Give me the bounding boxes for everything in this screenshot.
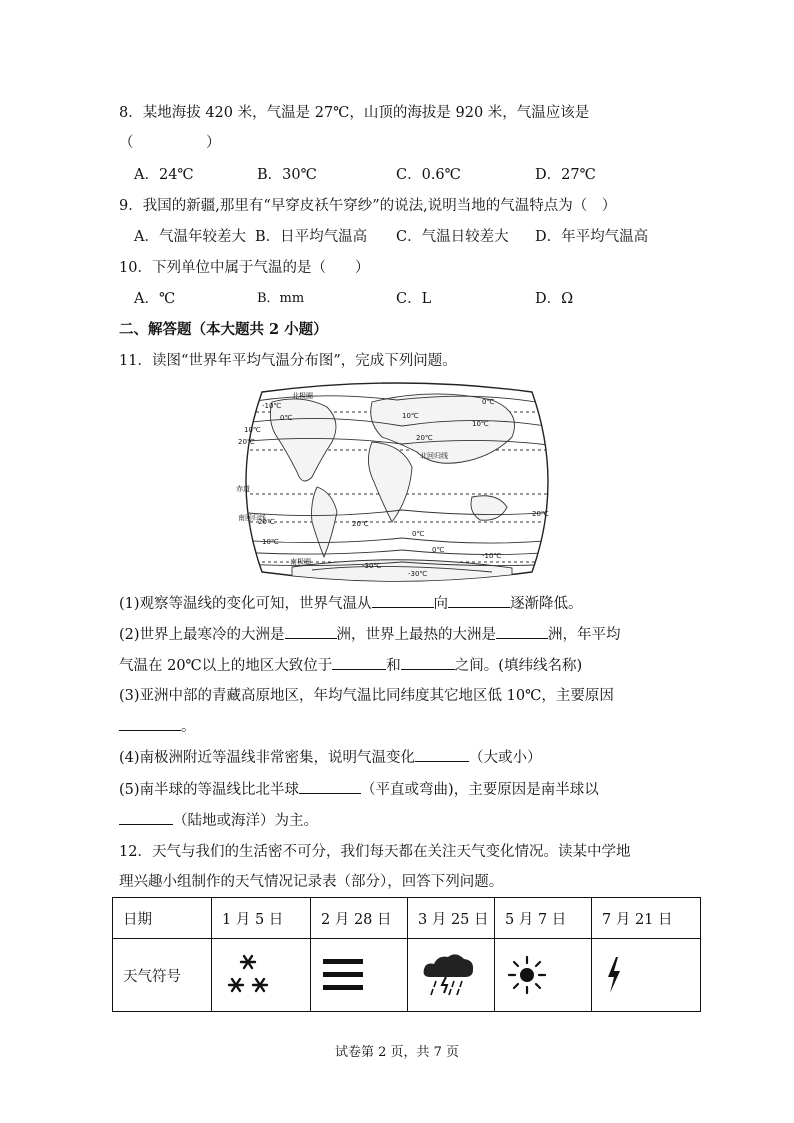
answer-blank[interactable] <box>332 655 386 670</box>
label-equator: 赤道 <box>236 485 250 493</box>
q9-option-d: D．年平均气温高 <box>535 229 649 245</box>
q10-option-d: D．Ω <box>535 291 574 307</box>
table-symbol-cell <box>212 939 311 1012</box>
world-temperature-map <box>232 382 562 582</box>
q9-option-c: C．气温日较差大 <box>396 229 509 245</box>
q8-option-b: B．30℃ <box>257 167 317 183</box>
q9-option-b: B．日平均气温高 <box>255 229 368 245</box>
isotherm-label: 10℃ <box>262 538 279 546</box>
table-symbol-cell <box>408 939 495 1012</box>
table-date-cell: 3 月 25 日 <box>408 898 495 939</box>
isotherm-label: 0℃ <box>280 414 293 422</box>
q8-option-c: C．0.6℃ <box>396 167 461 183</box>
q10-option-b: B．mm <box>257 291 305 306</box>
table-header-symbol: 天气符号 <box>113 939 212 1012</box>
page-footer: 试卷第 2 页，共 7 页 <box>334 1045 460 1060</box>
isotherm-label: 10℃ <box>402 412 419 420</box>
table-header-date: 日期 <box>113 898 212 939</box>
isotherm-label: -10℃ <box>262 402 282 410</box>
isotherm-label: 10℃ <box>472 420 489 428</box>
q10-stem: 10．下列单位中属于气温的是（ ） <box>119 260 370 276</box>
lightning-icon <box>602 953 626 997</box>
table-date-cell: 7 月 21 日 <box>592 898 701 939</box>
q9-stem: 9．我国的新疆,那里有“早穿皮袄午穿纱”的说法,说明当地的气温特点为（ ） <box>119 198 617 214</box>
isotherm-label: 20℃ <box>258 518 275 526</box>
q11-part3-cont: 。 <box>119 716 196 737</box>
table-date-cell: 1 月 5 日 <box>212 898 311 939</box>
q11-part1: (1)观察等温线的变化可知，世界气温从 向 逐渐降低。 <box>119 593 583 614</box>
q11-part4: (4)南极洲附近等温线非常密集，说明气温变化 （大或小） <box>119 747 542 768</box>
isotherm-label: 0℃ <box>432 546 445 554</box>
q11-part2-cont: 气温在 20℃以上的地区大致位于 和 之间。(填纬线名称) <box>119 655 582 676</box>
table-symbol-cell <box>311 939 408 1012</box>
q10-option-c: C．L <box>396 291 432 307</box>
snow-icon <box>222 952 274 998</box>
answer-blank[interactable] <box>496 624 548 639</box>
table-symbol-cell <box>592 939 701 1012</box>
q11-part2: (2)世界上最寒冷的大洲是 洲，世界上最热的大洲是 洲，年平均 <box>119 624 621 645</box>
thunder-rain-icon <box>418 951 478 999</box>
label-tropic-of-capricorn: 南回归线 <box>238 514 266 522</box>
q12-stem-line2: 理兴趣小组制作的天气情况记录表（部分），回答下列问题。 <box>119 874 504 890</box>
weather-record-table <box>112 897 701 1012</box>
isotherm-label: -30℃ <box>408 570 428 578</box>
q11-part5-cont: （陆地或海洋）为主。 <box>119 810 318 831</box>
table-date-cell: 2 月 28 日 <box>311 898 408 939</box>
q12-stem-line1: 12．天气与我们的生活密不可分，我们每天都在关注天气变化情况。读某中学地 <box>119 844 631 860</box>
label-antarctic-circle: 南极圈 <box>290 558 311 566</box>
isotherm-label: -30℃ <box>362 562 382 570</box>
answer-blank[interactable] <box>285 624 337 639</box>
section-title: 二、解答题（本大题共 2 小题） <box>119 321 328 338</box>
answer-blank[interactable] <box>119 716 181 731</box>
isotherm-label: 20℃ <box>532 510 549 518</box>
answer-blank[interactable] <box>415 747 469 762</box>
q10-option-a: A．℃ <box>134 291 176 307</box>
isotherm-label: -10℃ <box>482 552 502 560</box>
isotherm-label: 10℃ <box>244 426 261 434</box>
q8-stem: 8．某地海拔 420 米，气温是 27℃，山顶的海拔是 920 米，气温应该是 <box>119 105 590 121</box>
answer-blank[interactable] <box>299 779 361 794</box>
isotherm-label: 0℃ <box>412 530 425 538</box>
q8-answer-paren: （ ） <box>119 135 221 151</box>
label-tropic-of-cancer: 北回归线 <box>420 452 448 460</box>
label-arctic-circle: 北极圈 <box>292 392 313 400</box>
sunny-icon <box>505 953 549 997</box>
table-symbol-cell <box>495 939 592 1012</box>
fog-icon <box>321 955 367 995</box>
isotherm-label: 20℃ <box>352 520 369 528</box>
q11-stem: 11．读图“世界年平均气温分布图”，完成下列问题。 <box>119 353 457 369</box>
answer-blank[interactable] <box>401 655 455 670</box>
answer-blank[interactable] <box>372 593 434 608</box>
answer-blank[interactable] <box>119 810 173 825</box>
q11-part5: (5)南半球的等温线比北半球 （平直或弯曲)，主要原因是南半球以 <box>119 779 599 800</box>
q8-option-a: A．24℃ <box>134 167 194 183</box>
q8-option-d: D．27℃ <box>535 167 596 183</box>
table-date-cell: 5 月 7 日 <box>495 898 592 939</box>
isotherm-label: 20℃ <box>416 434 433 442</box>
isotherm-label: 0℃ <box>482 398 495 406</box>
q9-option-a: A．气温年较差大 <box>134 229 246 245</box>
isotherm-label: 20℃ <box>238 438 255 446</box>
q11-part3: (3)亚洲中部的青藏高原地区，年均气温比同纬度其它地区低 10℃，主要原因 <box>119 688 614 704</box>
answer-blank[interactable] <box>448 593 510 608</box>
